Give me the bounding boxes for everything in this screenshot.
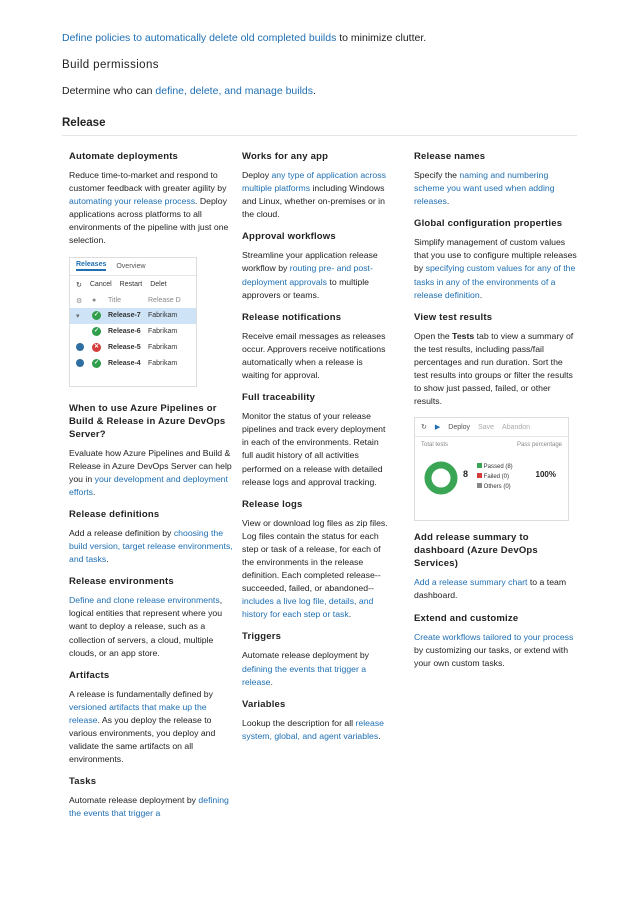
- failed-legend: Failed (0): [477, 472, 513, 482]
- artifacts-text: A release is fundamentally defined by versioned artifacts that make up the release. As you deploy the release to various environments, you deploy and validate the same artifacts on all environments.: [69, 688, 216, 765]
- build-permissions-heading: Build permissions: [62, 59, 159, 71]
- settings-icon: ⚙: [76, 297, 83, 305]
- release-created-by: Fabrikam: [148, 360, 178, 368]
- test-results-screenshot: [414, 417, 569, 521]
- traceability-heading: Full traceability: [242, 392, 316, 404]
- release-name: Release-6: [108, 328, 141, 336]
- summary-text: Add a release summary chart to a team dashboard.: [414, 577, 567, 601]
- logs-text: View or download log files as zip files. Log files contain the status for each step or task of a release, for each of the environments in the release definition. Each completed release--succeeded, failed, or abandoned--includes a live log file, details, and history for each step or task.: [242, 517, 388, 620]
- release-name: Release-5: [108, 344, 141, 352]
- variables-heading: Variables: [242, 698, 286, 710]
- naming-scheme-link[interactable]: naming and numbering scheme you want used when adding releases: [414, 170, 555, 207]
- release-row[interactable]: [70, 356, 196, 372]
- triggers-heading: Triggers: [242, 631, 282, 643]
- release-name: Release-7: [108, 312, 141, 320]
- release-heading: Release: [62, 117, 106, 129]
- build-version-link[interactable]: choosing the build version, target release environments, and tasks: [69, 527, 233, 565]
- any-app-link[interactable]: any type of application across multiple platforms: [242, 170, 386, 194]
- column-1: [69, 150, 234, 829]
- automating-link[interactable]: automating your release process: [69, 196, 196, 207]
- traceability-text: Monitor the status of your release pipelines and track every deployment in each of the environments. Retain full audit history of all activities performed on a release with detailed release logs and approval tracking.: [242, 411, 386, 487]
- release-name: Release-4: [108, 360, 141, 368]
- tasks-events-link[interactable]: defining the events that trigger a: [69, 795, 229, 819]
- abandon-button[interactable]: Abandon: [502, 423, 531, 431]
- clone-environments-link[interactable]: Define and clone release environments: [69, 595, 220, 606]
- title-column-header: Title: [108, 297, 121, 305]
- environments-heading: Release environments: [69, 576, 174, 588]
- failed-icon: ✕: [93, 344, 100, 351]
- summary-chart-link[interactable]: Add a release summary chart: [414, 577, 528, 588]
- artifacts-heading: Artifacts: [69, 669, 110, 681]
- release-created-by: Fabrikam: [148, 344, 178, 352]
- approval-heading: Approval workflows: [242, 231, 336, 243]
- releases-screenshot: [69, 257, 197, 387]
- refresh-icon[interactable]: ↻: [421, 424, 427, 432]
- when-text: Evaluate how Azure Pipelines and Build & Release in Azure DevOps Server can help you in your development and deployment efforts.: [69, 447, 232, 497]
- extend-heading: Extend and customize: [414, 612, 519, 624]
- notifications-heading: Release notifications: [242, 311, 342, 323]
- works-text: Deploy any type of application across multiple platforms including Windows and Linux, whether on-premises or in the cloud.: [242, 170, 386, 220]
- approval-text: Streamline your application release workflow by routing pre- and post-deployment approvals to multiple approvers or teams.: [242, 250, 378, 300]
- pass-donut-chart: [423, 460, 459, 496]
- extend-text: Create workflows tailored to your process by customizing our tasks, or extend with your own custom tasks.: [414, 631, 574, 668]
- approvals-link[interactable]: routing pre- and post-deployment approvals: [242, 263, 373, 287]
- save-button[interactable]: Save: [478, 423, 495, 431]
- success-icon: ✓: [93, 328, 100, 335]
- delete-policies-link[interactable]: Define policies to automatically delete old completed builds: [62, 32, 337, 44]
- names-text: Specify the naming and numbering scheme you want used when adding releases.: [414, 170, 555, 207]
- column-3: [414, 150, 579, 679]
- release-row[interactable]: [70, 324, 196, 340]
- column-2: [242, 150, 392, 752]
- total-count: 8: [463, 469, 469, 480]
- notifications-text: Receive email messages as releases occur. Approvers receive notifications automatically when a release is waiting for approval.: [242, 330, 386, 381]
- definitions-text: Add a release definition by choosing the build version, target release environments, and tasks.: [69, 527, 233, 565]
- pass-percent-value: 100%: [535, 470, 556, 480]
- deploy-button[interactable]: Deploy: [448, 423, 471, 431]
- summary-heading: Add release summary to dashboard (Azure DevOps Services): [414, 532, 538, 570]
- release-created-by: Fabrikam: [148, 312, 178, 320]
- tests-heading: View test results: [414, 311, 493, 323]
- deploy-icon[interactable]: ▶: [434, 424, 441, 432]
- release-created-by: Fabrikam: [148, 328, 178, 336]
- triggers-text: Automate release deployment by defining the events that trigger a release.: [242, 650, 370, 687]
- tasks-heading: Tasks: [69, 776, 97, 788]
- dev-efforts-link[interactable]: your development and deployment efforts: [69, 473, 228, 497]
- logs-heading: Release logs: [242, 498, 303, 510]
- variables-link[interactable]: release system, global, and agent variables: [242, 717, 384, 741]
- tasks-text: Automate release deployment by defining the events that trigger a: [69, 795, 229, 819]
- automate-heading: Automate deployments: [69, 151, 179, 162]
- workflows-link[interactable]: Create workflows tailored to your process: [414, 631, 574, 642]
- restart-button[interactable]: Restart: [119, 281, 143, 289]
- live-log-link[interactable]: includes a live log file, details, and history for each step or task: [242, 596, 374, 620]
- passed-legend: Passed (8): [477, 462, 513, 472]
- success-icon: ✓: [93, 360, 100, 367]
- names-heading: Release names: [414, 151, 486, 162]
- tab-overview[interactable]: Overview: [116, 262, 146, 270]
- delete-button[interactable]: Delet: [150, 281, 167, 289]
- build-permissions-text: Determine who can define, delete, and manage builds.: [62, 85, 316, 97]
- expand-icon: ▾: [76, 312, 80, 320]
- tab-releases[interactable]: Releases: [76, 261, 106, 271]
- user-icon: [76, 343, 92, 353]
- global-config-heading: Global configuration properties: [414, 218, 563, 230]
- variables-text: Lookup the description for all release system, global, and agent variables.: [242, 717, 384, 741]
- success-icon: ✓: [93, 312, 100, 319]
- donut-ring: [428, 465, 454, 491]
- status-column-icon: ●: [92, 297, 97, 305]
- global-config-text: Simplify management of custom values that you use to configure multiple releases by specifying custom values for any of the tasks in any of the environments of a release definition.: [414, 237, 577, 300]
- trigger-events-link[interactable]: defining the events that trigger a release: [242, 663, 367, 687]
- refresh-icon[interactable]: ↻: [76, 281, 82, 289]
- when-heading: When to use Azure Pipelines or Build & Release in Azure DevOps Server?: [69, 402, 226, 440]
- release-column-header: Release D: [148, 297, 181, 305]
- release-row[interactable]: [70, 308, 196, 324]
- automate-text: Reduce time-to-market and respond to customer feedback with greater agility by automating your release process. Deploy applications across platforms to all environments of the pipeline with just one selection.: [69, 170, 229, 246]
- tests-text: Open the Tests tab to view a summary of the test results, including pass/fail percentages and run duration. Sort the test results into groups or filter the results to show just passed, failed, or other results.: [414, 330, 574, 407]
- works-heading: Works for any app: [242, 151, 329, 162]
- custom-values-link[interactable]: specifying custom values for any of the tasks in any of the environments of a release definition: [414, 263, 576, 300]
- user-icon: [76, 359, 92, 369]
- versioned-artifacts-link[interactable]: versioned artifacts that make up the release: [69, 701, 207, 725]
- section-divider: [62, 135, 577, 136]
- release-row[interactable]: [70, 340, 196, 356]
- manage-builds-link[interactable]: define, delete, and manage builds: [155, 85, 314, 97]
- definitions-heading: Release definitions: [69, 508, 160, 520]
- intro-text: Define policies to automatically delete old completed builds to minimize clutter.: [62, 32, 427, 44]
- total-tests-label: Total tests: [421, 442, 449, 449]
- others-legend: Others (0): [477, 482, 513, 492]
- pass-percentage-label: Pass percentage: [516, 442, 562, 449]
- environments-text: Define and clone release environments, logical entities that represent where you want to deploy a release, such as a collection of servers, a cloud, multiple clouds, or an app store.: [69, 595, 223, 658]
- cancel-button[interactable]: Cancel: [89, 281, 112, 289]
